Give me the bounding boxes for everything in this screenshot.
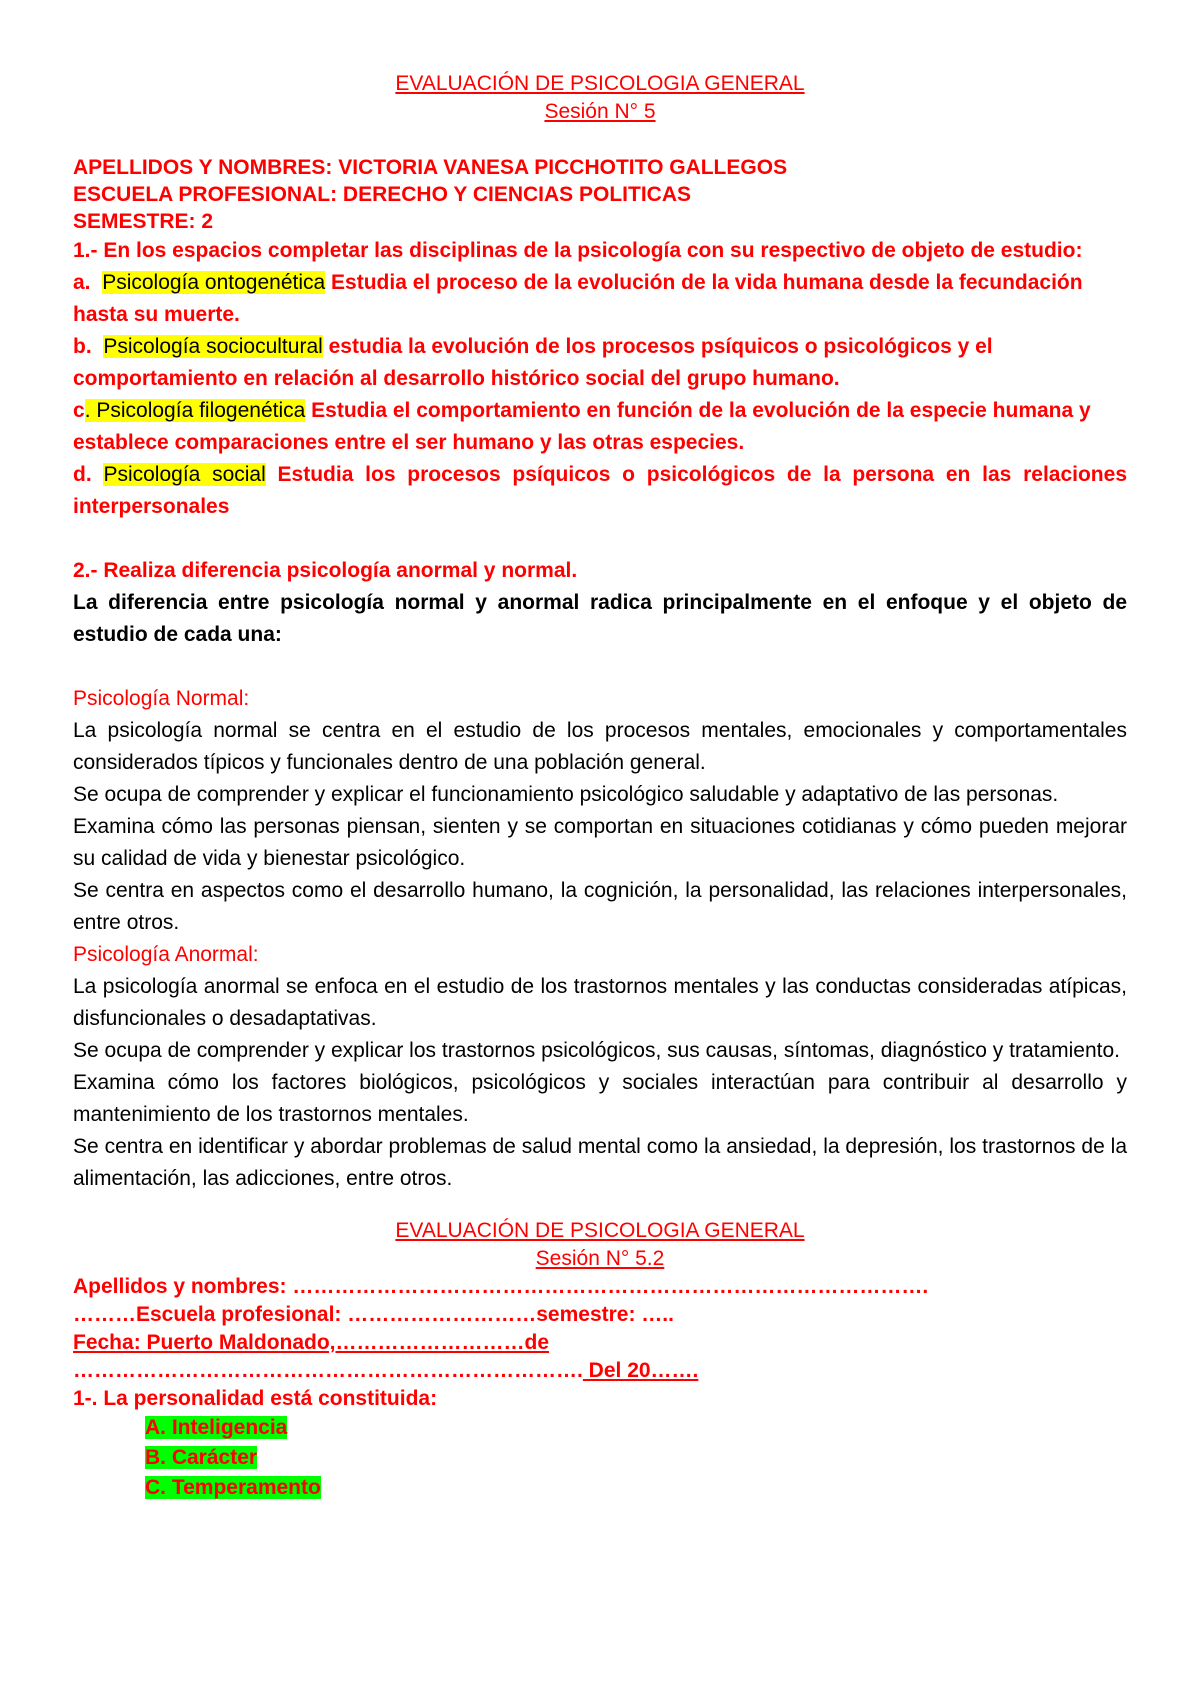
normal-heading: Psicología Normal: bbox=[73, 687, 250, 710]
discipline-description: estudia la evolución de los procesos psíquicos o psicológicos y el comportamiento en relación al desarrollo histórico social del grupo humano. bbox=[73, 335, 993, 390]
normal-paragraph: Se centra en aspectos como el desarrollo humano, la cognición, la personalidad, las relaciones interpersonales, entre otros. bbox=[73, 879, 1127, 934]
discipline-item-d bbox=[73, 459, 1127, 523]
item-prefix: a. bbox=[73, 271, 103, 294]
abnormal-heading: Psicología Anormal: bbox=[73, 943, 259, 966]
discipline-term: . Psicología filogenética bbox=[84, 399, 306, 422]
year-del: Del 20……. bbox=[582, 1359, 699, 1382]
answer-temperamento: C. Temperamento bbox=[145, 1476, 321, 1499]
discipline-item-c bbox=[73, 395, 1127, 459]
school-line: ESCUELA PROFESIONAL: DERECHO Y CIENCIAS POLITICAS bbox=[73, 183, 692, 206]
abnormal-paragraph: Se centra en identificar y abordar problemas de salud mental como la ansiedad, la depresión, los trastornos de la alimentación, las adicciones, entre otros. bbox=[73, 1135, 1127, 1190]
answer-inteligencia: A. Inteligencia bbox=[145, 1416, 288, 1439]
discipline-term: Psicología social bbox=[103, 463, 266, 486]
name-blank-line: Apellidos y nombres: ………………………………………………………………………………. bbox=[73, 1275, 929, 1298]
discipline-item-b bbox=[73, 331, 1127, 395]
session-number-2: Sesión N° 5.2 bbox=[535, 1247, 665, 1270]
discipline-description: Estudia el comportamiento en función de la evolución de la especie humana y establece comparaciones entre el ser humano y las otras especies. bbox=[73, 399, 1091, 454]
answer-caracter: B. Carácter bbox=[145, 1446, 258, 1469]
session-number: Sesión N° 5 bbox=[544, 100, 656, 123]
answer-item bbox=[145, 1443, 1127, 1473]
answer-list bbox=[73, 1413, 1127, 1503]
normal-paragraph: La psicología normal se centra en el estudio de los procesos mentales, emocionales y comportamentales considerados típicos y funcionales dentro de una población general. bbox=[73, 719, 1127, 774]
year-blank-line bbox=[73, 1357, 1127, 1385]
answer-item bbox=[145, 1413, 1127, 1443]
question-2: 2.- Realiza diferencia psicología anormal y normal. bbox=[73, 559, 578, 582]
answer-item bbox=[145, 1473, 1127, 1503]
question-personality: 1-. La personalidad está constituida: bbox=[73, 1387, 438, 1410]
item-prefix: d. bbox=[73, 463, 104, 486]
date-blank-line: Fecha: Puerto Maldonado,………………………de bbox=[73, 1331, 550, 1354]
student-name-line: APELLIDOS Y NOMBRES: VICTORIA VANESA PICCHOTITO GALLEGOS bbox=[73, 156, 788, 179]
normal-paragraph: Examina cómo las personas piensan, sienten y se comportan en situaciones cotidianas y cómo pueden mejorar su calidad de vida y bienestar psicológico. bbox=[73, 815, 1127, 870]
discipline-description: Estudia los procesos psíquicos o psicológicos de la persona en las relaciones interpersonales bbox=[73, 463, 1127, 518]
abnormal-paragraph: La psicología anormal se enfoca en el estudio de los trastornos mentales y las conductas consideradas atípicas, disfuncionales o desadaptativas. bbox=[73, 975, 1127, 1030]
question-2-intro: La diferencia entre psicología normal y anormal radica principalmente en el enfoque y el objeto de estudio de cada una: bbox=[73, 591, 1127, 646]
normal-paragraph: Se ocupa de comprender y explicar el funcionamiento psicológico saludable y adaptativo de las personas. bbox=[73, 783, 1059, 806]
item-prefix: c bbox=[73, 399, 85, 422]
school-blank-line: ………Escuela profesional: ………………………semestre: ….. bbox=[73, 1303, 674, 1326]
abnormal-paragraph: Se ocupa de comprender y explicar los trastornos psicológicos, sus causas, síntomas, diagnóstico y tratamiento. bbox=[73, 1039, 1121, 1062]
document-title-2: EVALUACIÓN DE PSICOLOGIA GENERAL bbox=[395, 1219, 805, 1242]
document-title: EVALUACIÓN DE PSICOLOGIA GENERAL bbox=[395, 72, 805, 95]
discipline-term: Psicología sociocultural bbox=[103, 335, 323, 358]
question-1: 1.- En los espacios completar las disciplinas de la psicología con su respectivo de objeto de estudio: bbox=[73, 239, 1083, 262]
item-prefix: b. bbox=[73, 335, 104, 358]
abnormal-paragraph: Examina cómo los factores biológicos, psicológicos y sociales interactúan para contribuir al desarrollo y mantenimiento de los trastornos mentales. bbox=[73, 1071, 1127, 1126]
discipline-item-a bbox=[73, 267, 1127, 331]
discipline-description: Estudia el proceso de la evolución de la vida humana desde la fecundación hasta su muerte. bbox=[73, 271, 1083, 326]
discipline-term: Psicología ontogenética bbox=[102, 271, 326, 294]
semester-line: SEMESTRE: 2 bbox=[73, 210, 214, 233]
year-dots: ………………………………………………………………. bbox=[73, 1359, 583, 1382]
